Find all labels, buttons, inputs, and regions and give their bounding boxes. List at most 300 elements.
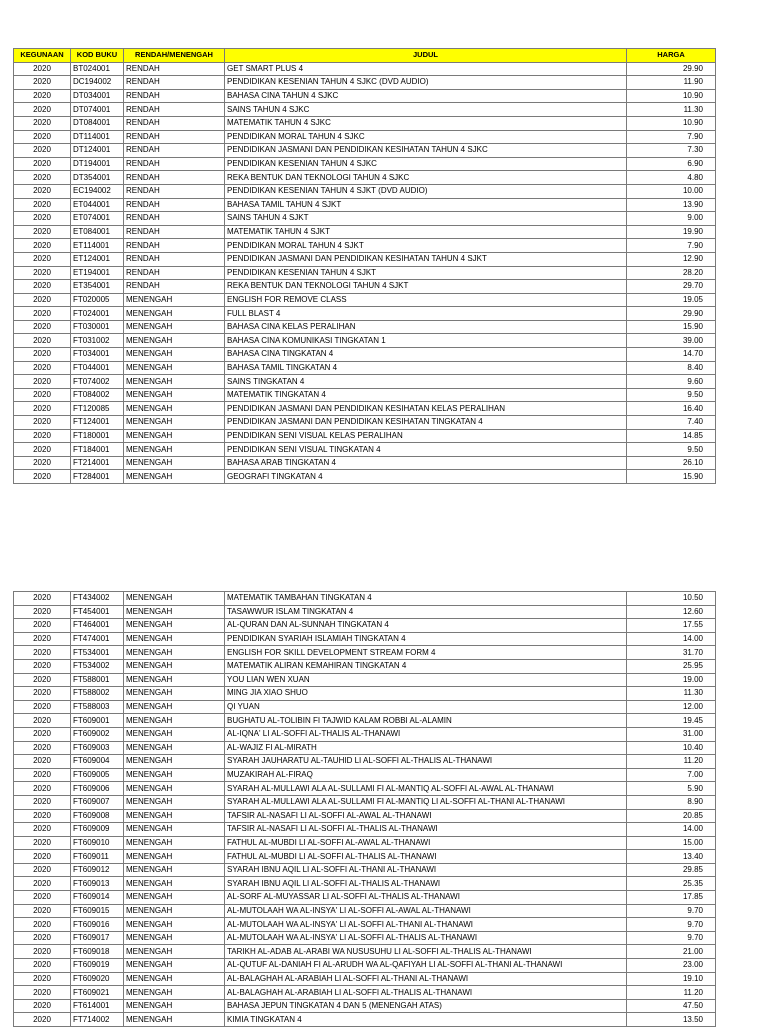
- cell-kegunaan: 2020: [14, 470, 71, 484]
- cell-rendah-menengah: MENENGAH: [124, 361, 225, 375]
- table-row: [14, 986, 716, 1000]
- cell-judul: REKA BENTUK DAN TEKNOLOGI TAHUN 4 SJKC: [225, 171, 627, 185]
- cell-kod-buku: DT084001: [71, 116, 124, 130]
- cell-judul: BAHASA TAMIL TINGKATAN 4: [225, 361, 627, 375]
- cell-harga: 28.20: [627, 266, 716, 280]
- table-row: [14, 605, 716, 619]
- table-row: [14, 592, 716, 606]
- cell-kegunaan: 2020: [14, 361, 71, 375]
- cell-harga: 14.00: [627, 632, 716, 646]
- cell-judul: AL-IQNA' LI AL-SOFFI AL-THALIS AL-THANAWI: [225, 727, 627, 741]
- table-row: [14, 198, 716, 212]
- cell-kegunaan: 2020: [14, 103, 71, 117]
- cell-rendah-menengah: MENENGAH: [124, 972, 225, 986]
- cell-rendah-menengah: MENENGAH: [124, 592, 225, 606]
- cell-kegunaan: 2020: [14, 307, 71, 321]
- cell-rendah-menengah: RENDAH: [124, 198, 225, 212]
- cell-kod-buku: FT534001: [71, 646, 124, 660]
- cell-judul: PENDIDIKAN KESENIAN TAHUN 4 SJKT (DVD AUDIO): [225, 184, 627, 198]
- cell-harga: 15.00: [627, 836, 716, 850]
- header-kegunaan: KEGUNAAN: [14, 49, 71, 63]
- cell-harga: 29.90: [627, 307, 716, 321]
- cell-harga: 23.00: [627, 959, 716, 973]
- cell-kegunaan: 2020: [14, 348, 71, 362]
- cell-kegunaan: 2020: [14, 959, 71, 973]
- cell-harga: 15.90: [627, 320, 716, 334]
- cell-harga: 11.30: [627, 103, 716, 117]
- cell-harga: 9.70: [627, 904, 716, 918]
- cell-judul: SAINS TINGKATAN 4: [225, 375, 627, 389]
- cell-kegunaan: 2020: [14, 429, 71, 443]
- table-row: [14, 456, 716, 470]
- cell-judul: BAHASA CINA TINGKATAN 4: [225, 348, 627, 362]
- cell-kegunaan: 2020: [14, 184, 71, 198]
- cell-rendah-menengah: MENENGAH: [124, 293, 225, 307]
- cell-kod-buku: FT588001: [71, 673, 124, 687]
- cell-rendah-menengah: MENENGAH: [124, 891, 225, 905]
- cell-kod-buku: FT609007: [71, 795, 124, 809]
- cell-harga: 39.00: [627, 334, 716, 348]
- cell-judul: TAFSIR AL-NASAFI LI AL-SOFFI AL-THALIS AL-THANAWI: [225, 823, 627, 837]
- cell-kegunaan: 2020: [14, 198, 71, 212]
- table-row: [14, 972, 716, 986]
- cell-kod-buku: FT609017: [71, 931, 124, 945]
- cell-harga: 8.90: [627, 795, 716, 809]
- cell-kod-buku: FT184001: [71, 443, 124, 457]
- cell-kegunaan: 2020: [14, 918, 71, 932]
- cell-judul: KIMIA TINGKATAN 4: [225, 1013, 627, 1027]
- cell-kod-buku: DT034001: [71, 89, 124, 103]
- cell-harga: 16.40: [627, 402, 716, 416]
- cell-kegunaan: 2020: [14, 116, 71, 130]
- cell-kod-buku: FT031002: [71, 334, 124, 348]
- table-row: [14, 959, 716, 973]
- cell-harga: 9.50: [627, 443, 716, 457]
- cell-judul: SYARAH IBNU AQIL LI AL-SOFFI AL-THANI AL-THANAWI: [225, 863, 627, 877]
- cell-kod-buku: FT609001: [71, 714, 124, 728]
- cell-kegunaan: 2020: [14, 850, 71, 864]
- cell-harga: 26.10: [627, 456, 716, 470]
- cell-kod-buku: FT034001: [71, 348, 124, 362]
- cell-judul: MATEMATIK TINGKATAN 4: [225, 388, 627, 402]
- table-row: [14, 659, 716, 673]
- cell-harga: 11.20: [627, 986, 716, 1000]
- table-row: [14, 443, 716, 457]
- cell-judul: PENDIDIKAN JASMANI DAN PENDIDIKAN KESIHATAN TINGKATAN 4: [225, 416, 627, 430]
- table-row: [14, 714, 716, 728]
- cell-kegunaan: 2020: [14, 456, 71, 470]
- cell-kod-buku: FT609011: [71, 850, 124, 864]
- cell-kod-buku: FT120085: [71, 402, 124, 416]
- cell-kod-buku: FT588003: [71, 700, 124, 714]
- cell-judul: PENDIDIKAN KESENIAN TAHUN 4 SJKC (DVD AUDIO): [225, 76, 627, 90]
- header-kod-buku: KOD BUKU: [71, 49, 124, 63]
- cell-kod-buku: BT024001: [71, 62, 124, 76]
- table-row: [14, 632, 716, 646]
- cell-rendah-menengah: MENENGAH: [124, 986, 225, 1000]
- table-row: [14, 130, 716, 144]
- cell-kegunaan: 2020: [14, 225, 71, 239]
- cell-kod-buku: DT074001: [71, 103, 124, 117]
- cell-kegunaan: 2020: [14, 687, 71, 701]
- cell-rendah-menengah: MENENGAH: [124, 945, 225, 959]
- cell-harga: 4.80: [627, 171, 716, 185]
- cell-rendah-menengah: MENENGAH: [124, 877, 225, 891]
- cell-rendah-menengah: RENDAH: [124, 116, 225, 130]
- table-row: [14, 239, 716, 253]
- cell-kod-buku: DT124001: [71, 144, 124, 158]
- cell-judul: MING JIA XIAO SHUO: [225, 687, 627, 701]
- cell-rendah-menengah: MENENGAH: [124, 700, 225, 714]
- cell-judul: SAINS TAHUN 4 SJKT: [225, 212, 627, 226]
- cell-kegunaan: 2020: [14, 388, 71, 402]
- cell-rendah-menengah: MENENGAH: [124, 334, 225, 348]
- cell-kod-buku: ET194001: [71, 266, 124, 280]
- cell-rendah-menengah: MENENGAH: [124, 795, 225, 809]
- cell-judul: TASAWWUR ISLAM TINGKATAN 4: [225, 605, 627, 619]
- cell-harga: 11.30: [627, 687, 716, 701]
- cell-judul: PENDIDIKAN JASMANI DAN PENDIDIKAN KESIHATAN TAHUN 4 SJKT: [225, 252, 627, 266]
- cell-judul: PENDIDIKAN SYARIAH ISLAMIAH TINGKATAN 4: [225, 632, 627, 646]
- cell-rendah-menengah: RENDAH: [124, 89, 225, 103]
- table-row: [14, 103, 716, 117]
- cell-kegunaan: 2020: [14, 171, 71, 185]
- table-row: [14, 741, 716, 755]
- cell-kod-buku: DT114001: [71, 130, 124, 144]
- cell-kod-buku: FT609012: [71, 863, 124, 877]
- table-row: [14, 416, 716, 430]
- cell-judul: BAHASA CINA KOMUNIKASI TINGKATAN 1: [225, 334, 627, 348]
- cell-judul: BAHASA CINA TAHUN 4 SJKC: [225, 89, 627, 103]
- table-row: [14, 293, 716, 307]
- table-row: [14, 836, 716, 850]
- cell-rendah-menengah: MENENGAH: [124, 375, 225, 389]
- cell-kegunaan: 2020: [14, 795, 71, 809]
- table-row: [14, 795, 716, 809]
- cell-harga: 9.70: [627, 931, 716, 945]
- cell-kod-buku: FT609010: [71, 836, 124, 850]
- cell-judul: GEOGRAFI TINGKATAN 4: [225, 470, 627, 484]
- cell-kod-buku: DC194002: [71, 76, 124, 90]
- table-row: [14, 348, 716, 362]
- cell-harga: 31.00: [627, 727, 716, 741]
- cell-rendah-menengah: MENENGAH: [124, 809, 225, 823]
- cell-kod-buku: FT609006: [71, 782, 124, 796]
- cell-judul: ENGLISH FOR SKILL DEVELOPMENT STREAM FORM 4: [225, 646, 627, 660]
- cell-rendah-menengah: RENDAH: [124, 184, 225, 198]
- cell-judul: SYARAH AL-MULLAWI ALA AL-SULLAMI FI AL-MANTIQ LI AL-SOFFI AL-THANI AL-THANAWI: [225, 795, 627, 809]
- cell-kod-buku: FT084002: [71, 388, 124, 402]
- cell-harga: 19.05: [627, 293, 716, 307]
- cell-harga: 10.90: [627, 89, 716, 103]
- table-row: [14, 116, 716, 130]
- cell-kod-buku: FT609005: [71, 768, 124, 782]
- cell-rendah-menengah: MENENGAH: [124, 782, 225, 796]
- cell-rendah-menengah: MENENGAH: [124, 741, 225, 755]
- cell-kod-buku: FT030001: [71, 320, 124, 334]
- table-row: [14, 945, 716, 959]
- cell-judul: PENDIDIKAN MORAL TAHUN 4 SJKC: [225, 130, 627, 144]
- cell-judul: GET SMART PLUS 4: [225, 62, 627, 76]
- cell-judul: AL-QUTUF AL-DANIAH FI AL-ARUDH WA AL-QAFIYAH LI AL-SOFFI AL-THANI AL-THANAWI: [225, 959, 627, 973]
- cell-kod-buku: FT474001: [71, 632, 124, 646]
- cell-harga: 19.10: [627, 972, 716, 986]
- table-row: [14, 755, 716, 769]
- cell-rendah-menengah: MENENGAH: [124, 348, 225, 362]
- cell-kod-buku: ET114001: [71, 239, 124, 253]
- cell-judul: SYARAH AL-MULLAWI ALA AL-SULLAMI FI AL-MANTIQ AL-SOFFI AL-AWAL AL-THANAWI: [225, 782, 627, 796]
- table-row: [14, 768, 716, 782]
- cell-rendah-menengah: RENDAH: [124, 76, 225, 90]
- cell-harga: 13.90: [627, 198, 716, 212]
- cell-harga: 7.90: [627, 239, 716, 253]
- cell-kegunaan: 2020: [14, 632, 71, 646]
- cell-harga: 21.00: [627, 945, 716, 959]
- table-row: [14, 782, 716, 796]
- cell-kegunaan: 2020: [14, 252, 71, 266]
- cell-rendah-menengah: MENENGAH: [124, 727, 225, 741]
- cell-harga: 29.90: [627, 62, 716, 76]
- cell-judul: SYARAH JAUHARATU AL-TAUHID LI AL-SOFFI AL-THALIS AL-THANAWI: [225, 755, 627, 769]
- cell-kegunaan: 2020: [14, 986, 71, 1000]
- cell-kegunaan: 2020: [14, 904, 71, 918]
- cell-kegunaan: 2020: [14, 714, 71, 728]
- cell-rendah-menengah: MENENGAH: [124, 605, 225, 619]
- table-row: [14, 375, 716, 389]
- cell-judul: MATEMATIK TAHUN 4 SJKC: [225, 116, 627, 130]
- cell-judul: BUGHATU AL-TOLIBIN FI TAJWID KALAM ROBBI AL-ALAMIN: [225, 714, 627, 728]
- cell-harga: 10.50: [627, 592, 716, 606]
- cell-judul: FULL BLAST 4: [225, 307, 627, 321]
- cell-judul: FATHUL AL-MUBDI LI AL-SOFFI AL-THALIS AL-THANAWI: [225, 850, 627, 864]
- cell-kegunaan: 2020: [14, 62, 71, 76]
- cell-kegunaan: 2020: [14, 727, 71, 741]
- cell-rendah-menengah: MENENGAH: [124, 619, 225, 633]
- cell-judul: PENDIDIKAN SENI VISUAL KELAS PERALIHAN: [225, 429, 627, 443]
- cell-kod-buku: ET074001: [71, 212, 124, 226]
- cell-kod-buku: FT124001: [71, 416, 124, 430]
- cell-rendah-menengah: MENENGAH: [124, 918, 225, 932]
- cell-kod-buku: DT194001: [71, 157, 124, 171]
- cell-judul: FATHUL AL-MUBDI LI AL-SOFFI AL-AWAL AL-THANAWI: [225, 836, 627, 850]
- cell-kod-buku: FT024001: [71, 307, 124, 321]
- table-row: [14, 904, 716, 918]
- table-row: [14, 266, 716, 280]
- table-row: [14, 89, 716, 103]
- table-row: [14, 361, 716, 375]
- cell-harga: 19.00: [627, 673, 716, 687]
- cell-kegunaan: 2020: [14, 755, 71, 769]
- header-rendah-menengah: RENDAH/MENENGAH: [124, 49, 225, 63]
- cell-kod-buku: FT214001: [71, 456, 124, 470]
- cell-rendah-menengah: MENENGAH: [124, 632, 225, 646]
- table-row: [14, 212, 716, 226]
- cell-judul: SYARAH IBNU AQIL LI AL-SOFFI AL-THALIS AL-THANAWI: [225, 877, 627, 891]
- table-row: [14, 157, 716, 171]
- cell-judul: AL-BALAGHAH AL-ARABIAH LI AL-SOFFI AL-THALIS AL-THANAWI: [225, 986, 627, 1000]
- cell-kod-buku: FT609009: [71, 823, 124, 837]
- cell-harga: 7.00: [627, 768, 716, 782]
- table-row: [14, 62, 716, 76]
- cell-kegunaan: 2020: [14, 809, 71, 823]
- cell-judul: QI YUAN: [225, 700, 627, 714]
- cell-harga: 9.70: [627, 918, 716, 932]
- cell-harga: 5.90: [627, 782, 716, 796]
- cell-kegunaan: 2020: [14, 592, 71, 606]
- table-row: [14, 619, 716, 633]
- cell-kegunaan: 2020: [14, 76, 71, 90]
- cell-harga: 29.70: [627, 280, 716, 294]
- table-row: [14, 280, 716, 294]
- cell-rendah-menengah: MENENGAH: [124, 470, 225, 484]
- cell-kod-buku: FT609020: [71, 972, 124, 986]
- cell-kod-buku: ET354001: [71, 280, 124, 294]
- cell-kod-buku: FT609002: [71, 727, 124, 741]
- table-row: [14, 823, 716, 837]
- cell-kod-buku: DT354001: [71, 171, 124, 185]
- table-row: [14, 850, 716, 864]
- table-row: [14, 184, 716, 198]
- cell-rendah-menengah: MENENGAH: [124, 443, 225, 457]
- cell-kod-buku: FT609016: [71, 918, 124, 932]
- cell-kod-buku: ET044001: [71, 198, 124, 212]
- cell-rendah-menengah: MENENGAH: [124, 429, 225, 443]
- cell-kod-buku: FT180001: [71, 429, 124, 443]
- table-row: [14, 863, 716, 877]
- cell-kod-buku: FT588002: [71, 687, 124, 701]
- cell-harga: 9.60: [627, 375, 716, 389]
- cell-harga: 7.90: [627, 130, 716, 144]
- cell-judul: AL-QURAN DAN AL-SUNNAH TINGKATAN 4: [225, 619, 627, 633]
- cell-rendah-menengah: RENDAH: [124, 280, 225, 294]
- cell-harga: 20.85: [627, 809, 716, 823]
- cell-harga: 13.40: [627, 850, 716, 864]
- cell-rendah-menengah: RENDAH: [124, 103, 225, 117]
- book-price-table-2: [13, 591, 716, 1027]
- cell-judul: BAHASA JEPUN TINGKATAN 4 DAN 5 (MENENGAH ATAS): [225, 999, 627, 1013]
- cell-judul: AL-MUTOLAAH WA AL-INSYA' LI AL-SOFFI AL-AWAL AL-THANAWI: [225, 904, 627, 918]
- cell-kegunaan: 2020: [14, 891, 71, 905]
- cell-judul: MATEMATIK ALIRAN KEMAHIRAN TINGKATAN 4: [225, 659, 627, 673]
- cell-rendah-menengah: RENDAH: [124, 212, 225, 226]
- cell-judul: REKA BENTUK DAN TEKNOLOGI TAHUN 4 SJKT: [225, 280, 627, 294]
- cell-rendah-menengah: MENENGAH: [124, 823, 225, 837]
- cell-kegunaan: 2020: [14, 768, 71, 782]
- cell-rendah-menengah: MENENGAH: [124, 836, 225, 850]
- table-row: [14, 877, 716, 891]
- cell-kegunaan: 2020: [14, 402, 71, 416]
- cell-harga: 12.00: [627, 700, 716, 714]
- cell-rendah-menengah: MENENGAH: [124, 307, 225, 321]
- cell-harga: 11.20: [627, 755, 716, 769]
- cell-judul: BAHASA CINA KELAS PERALIHAN: [225, 320, 627, 334]
- cell-kegunaan: 2020: [14, 931, 71, 945]
- cell-kod-buku: FT609004: [71, 755, 124, 769]
- cell-kegunaan: 2020: [14, 212, 71, 226]
- cell-kegunaan: 2020: [14, 999, 71, 1013]
- cell-kod-buku: EC194002: [71, 184, 124, 198]
- table-row: [14, 1013, 716, 1027]
- cell-harga: 9.50: [627, 388, 716, 402]
- cell-judul: AL-BALAGHAH AL-ARABIAH LI AL-SOFFI AL-THANI AL-THANAWI: [225, 972, 627, 986]
- cell-rendah-menengah: MENENGAH: [124, 999, 225, 1013]
- cell-rendah-menengah: MENENGAH: [124, 850, 225, 864]
- cell-kegunaan: 2020: [14, 972, 71, 986]
- table-row: [14, 225, 716, 239]
- cell-rendah-menengah: MENENGAH: [124, 687, 225, 701]
- cell-rendah-menengah: MENENGAH: [124, 768, 225, 782]
- table-row: [14, 388, 716, 402]
- table-row: [14, 470, 716, 484]
- table-row: [14, 700, 716, 714]
- table-row: [14, 999, 716, 1013]
- table-body-2: [14, 592, 716, 1027]
- cell-judul: ENGLISH FOR REMOVE CLASS: [225, 293, 627, 307]
- cell-judul: MATEMATIK TAHUN 4 SJKT: [225, 225, 627, 239]
- table-row: [14, 144, 716, 158]
- cell-kegunaan: 2020: [14, 89, 71, 103]
- cell-judul: SAINS TAHUN 4 SJKC: [225, 103, 627, 117]
- table-row: [14, 402, 716, 416]
- cell-rendah-menengah: MENENGAH: [124, 863, 225, 877]
- table-row: [14, 171, 716, 185]
- cell-kegunaan: 2020: [14, 700, 71, 714]
- cell-harga: 14.70: [627, 348, 716, 362]
- cell-rendah-menengah: MENENGAH: [124, 1013, 225, 1027]
- cell-kegunaan: 2020: [14, 157, 71, 171]
- cell-rendah-menengah: MENENGAH: [124, 714, 225, 728]
- header-harga: HARGA: [627, 49, 716, 63]
- cell-harga: 8.40: [627, 361, 716, 375]
- header-judul: JUDUL: [225, 49, 627, 63]
- cell-rendah-menengah: RENDAH: [124, 157, 225, 171]
- cell-harga: 12.90: [627, 252, 716, 266]
- cell-rendah-menengah: MENENGAH: [124, 959, 225, 973]
- cell-kod-buku: FT020005: [71, 293, 124, 307]
- cell-harga: 25.35: [627, 877, 716, 891]
- cell-harga: 10.40: [627, 741, 716, 755]
- cell-kegunaan: 2020: [14, 293, 71, 307]
- cell-rendah-menengah: RENDAH: [124, 130, 225, 144]
- book-price-table-1: [13, 48, 716, 484]
- cell-harga: 31.70: [627, 646, 716, 660]
- cell-rendah-menengah: MENENGAH: [124, 931, 225, 945]
- cell-kod-buku: FT074002: [71, 375, 124, 389]
- cell-judul: MUZAKIRAH AL-FIRAQ: [225, 768, 627, 782]
- cell-kegunaan: 2020: [14, 266, 71, 280]
- table-row: [14, 76, 716, 90]
- cell-judul: AL-WAJIZ FI AL-MIRATH: [225, 741, 627, 755]
- cell-judul: PENDIDIKAN MORAL TAHUN 4 SJKT: [225, 239, 627, 253]
- cell-kod-buku: FT434002: [71, 592, 124, 606]
- table-row: [14, 931, 716, 945]
- cell-judul: AL-MUTOLAAH WA AL-INSYA' LI AL-SOFFI AL-THANI AL-THANAWI: [225, 918, 627, 932]
- table-row: [14, 687, 716, 701]
- table-row: [14, 918, 716, 932]
- cell-judul: PENDIDIKAN KESENIAN TAHUN 4 SJKC: [225, 157, 627, 171]
- cell-kegunaan: 2020: [14, 605, 71, 619]
- cell-judul: PENDIDIKAN KESENIAN TAHUN 4 SJKT: [225, 266, 627, 280]
- cell-harga: 29.85: [627, 863, 716, 877]
- cell-rendah-menengah: MENENGAH: [124, 402, 225, 416]
- cell-judul: BAHASA TAMIL TAHUN 4 SJKT: [225, 198, 627, 212]
- table-row: [14, 334, 716, 348]
- cell-kod-buku: FT609003: [71, 741, 124, 755]
- cell-rendah-menengah: MENENGAH: [124, 388, 225, 402]
- cell-harga: 12.60: [627, 605, 716, 619]
- cell-harga: 9.00: [627, 212, 716, 226]
- header-row: [14, 49, 716, 63]
